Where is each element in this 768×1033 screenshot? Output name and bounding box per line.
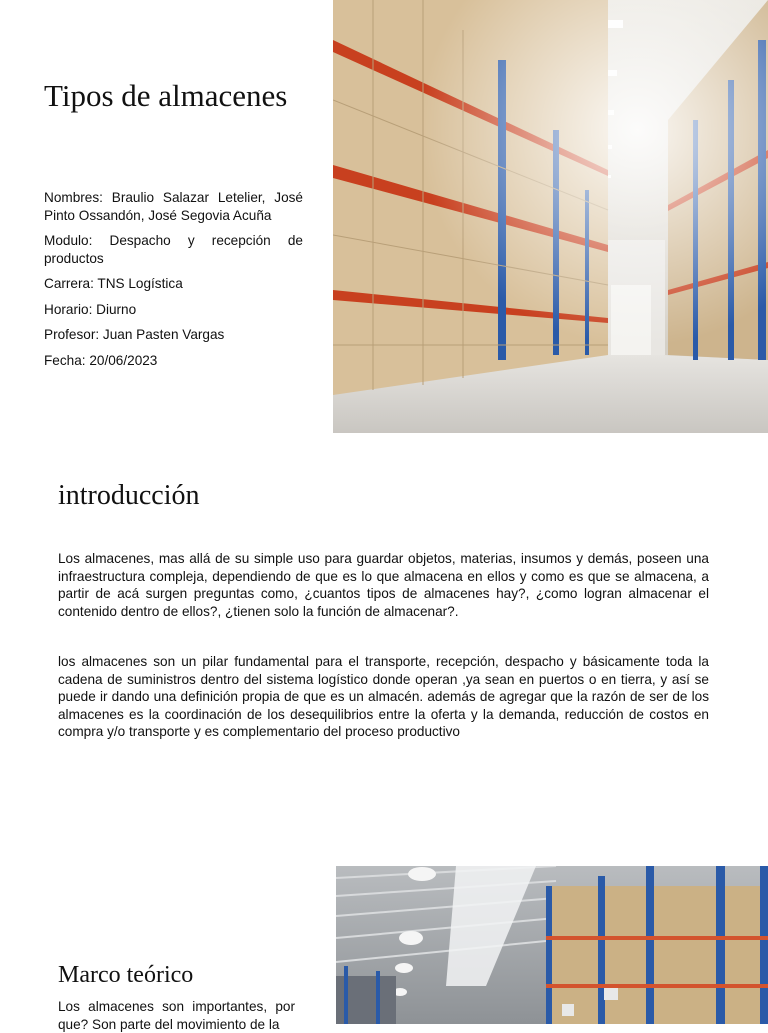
intro-paragraph-1: Los almacenes, mas allá de su simple uso para guardar objetos, materias, insumos y demás, poseen una infraestructura compleja, dependiendo de que es lo que almacena en ellos y como es que se almacena, a partir de acá surgen preguntas como, ¿cuantos tipos de almacenes hay?, ¿como logran almacenar el contenido dentro de ellos?, ¿tienen solo la función de almacenar?. [58, 551, 709, 619]
intro-paragraph-2: los almacenes son un pilar fundamental para el transporte, recepción, despacho y básicamente toda la cadena de suministros dentro del sistema logístico donde operan ,ya sean en puertos o en tierra, y así se puede ir dando una definición propia de que es un almacén. además de agregar que la razón de ser de los almacenes es la coordinación de los desequilibrios entre la oferta y la demanda, reducción de costos en compra y/o transporte y es complementario del proceso productivo [58, 654, 709, 739]
cover-details [44, 189, 303, 377]
module-line: Modulo: Despacho y recepción de productos [44, 233, 303, 266]
career-line: Carrera: TNS Logística [44, 276, 183, 291]
intro-heading: introducción [58, 480, 200, 511]
intro-body [58, 550, 709, 741]
theory-paragraph: Los almacenes son importantes, por que? Son parte del movimiento de la [58, 999, 295, 1032]
warehouse-aisle-photo [333, 0, 768, 433]
date-line: Fecha: 20/06/2023 [44, 352, 158, 368]
authors-line: Nombres: Braulio Salazar Letelier, José Pinto Ossandón, José Segovia Acuña [44, 190, 303, 223]
theory-heading: Marco teórico [58, 962, 194, 988]
page-title: Tipos de almacenes [44, 78, 288, 113]
professor-line: Profesor: Juan Pasten Vargas [44, 327, 225, 342]
warehouse-racks-photo [336, 866, 768, 1024]
schedule-line: Horario: Diurno [44, 301, 137, 317]
